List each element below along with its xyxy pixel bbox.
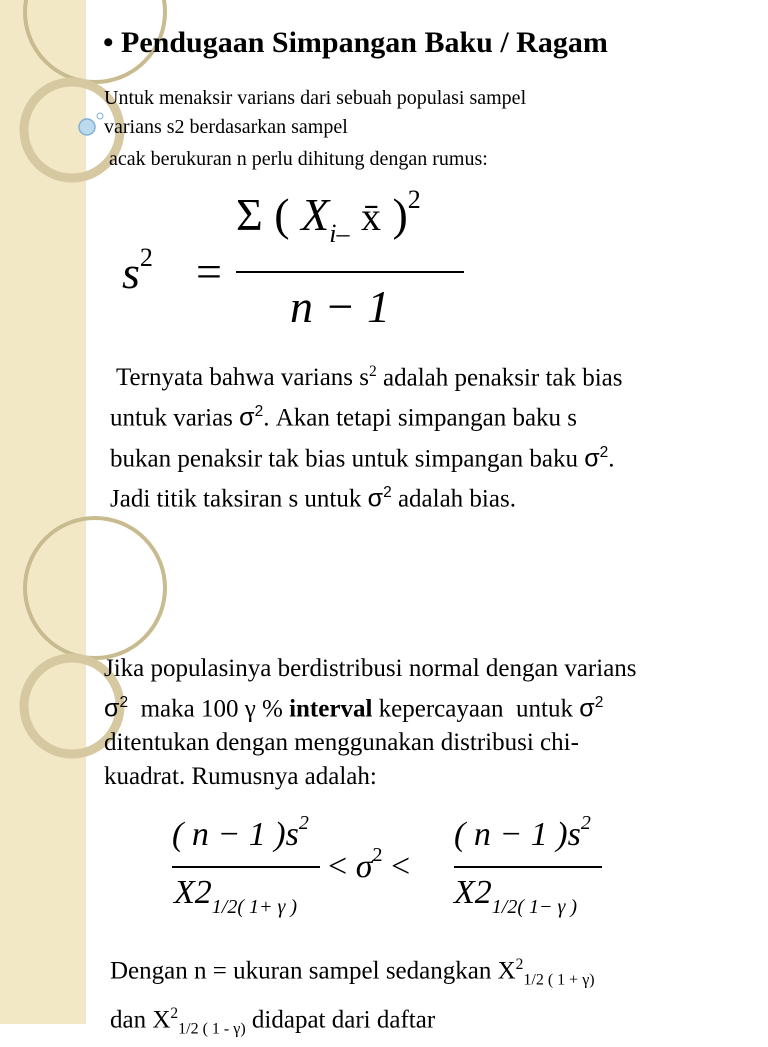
paragraph-line-2: $\sigma^2$ maka 100 γ % interval kepercayaan untuk $\sigma^2$ bbox=[104, 694, 604, 723]
formula-denominator: n − 1 bbox=[290, 281, 391, 332]
sum-symbol: Σ bbox=[236, 189, 263, 240]
sigma-symbol: σ bbox=[104, 694, 120, 723]
paragraph-line-2: dan $X^2_{1/2 ( 1 - \gamma)}$ didapat dari daftar bbox=[110, 1005, 436, 1038]
paragraph-line-2: untuk varias $\sigma^2$. Akan tetapi simpangan baku s bbox=[110, 403, 578, 432]
x-bar: x̄ bbox=[360, 194, 381, 239]
paragraph-bottom bbox=[110, 948, 595, 1047]
intro-line-1: Untuk menaksir varians dari sebuah populasi sampel bbox=[104, 87, 527, 109]
decorative-circles bbox=[0, 0, 120, 200]
close-paren: ) bbox=[392, 189, 408, 240]
paragraph-line-1: Ternyata bahwa varians $s^2$ adalah penaksir tak bias bbox=[116, 363, 623, 392]
right-fraction-bar bbox=[454, 866, 602, 868]
intro-line-3: acak berukuran n perlu dihitung dengan rumus: bbox=[104, 148, 488, 170]
paragraph-bias bbox=[110, 355, 623, 516]
paragraph-line-3: bukan penaksir tak bias untuk simpangan baku $\sigma^2$. bbox=[110, 443, 615, 472]
x-subscript: i– bbox=[329, 219, 350, 248]
paragraph-line-4: kuadrat. Rumusnya adalah: bbox=[104, 763, 377, 791]
left-fraction-bar bbox=[172, 866, 320, 868]
x-variable: X bbox=[301, 189, 330, 240]
paragraph-line-4: Jadi titik taksiran s untuk $\sigma^2$ adalah bias. bbox=[110, 483, 516, 513]
slide-2 bbox=[0, 576, 768, 1038]
page-title: • Pendugaan Simpangan Baku / Ragam bbox=[103, 26, 608, 59]
right-numerator: ( n − 1 )$s^2$ bbox=[454, 812, 591, 853]
paragraph-normal-dist bbox=[104, 652, 637, 794]
left-denominator: $X2_{1/2( 1+ \gamma )}$ bbox=[174, 874, 298, 918]
formula-lhs-exp: 2 bbox=[139, 243, 153, 272]
fraction-bar bbox=[236, 271, 464, 273]
formula-equals: = bbox=[196, 246, 222, 297]
sigma-symbol: σ bbox=[584, 443, 600, 472]
paragraph-line-3: ditentukan dengan menggunakan distribusi chi- bbox=[104, 729, 579, 757]
paragraph-line-1: Dengan n = ukuran sampel sedangkan $X^2_{1/2 ( 1 + \gamma)}$ bbox=[110, 956, 595, 989]
variance-formula bbox=[118, 185, 478, 335]
middle-inequality: < $\sigma^2$ < bbox=[328, 844, 411, 885]
confidence-interval-formula bbox=[170, 812, 610, 932]
right-denominator: $X2_{1/2( 1- \gamma )}$ bbox=[454, 874, 578, 918]
formula-numerator bbox=[236, 185, 421, 249]
sigma-symbol: σ bbox=[367, 484, 384, 513]
paragraph-line-1: Jika populasinya berdistribusi normal dengan varians bbox=[104, 655, 637, 682]
sigma-symbol: σ bbox=[579, 694, 595, 723]
sigma-symbol: σ bbox=[239, 403, 255, 432]
formula-lhs: s bbox=[122, 247, 140, 298]
numerator-exponent: 2 bbox=[407, 185, 421, 214]
open-paren: ( bbox=[274, 189, 290, 240]
intro-line-2: varians s2 berdasarkan sampel bbox=[104, 116, 348, 138]
left-numerator: ( n − 1 )$s^2$ bbox=[172, 812, 309, 853]
decorative-circles bbox=[0, 576, 120, 776]
